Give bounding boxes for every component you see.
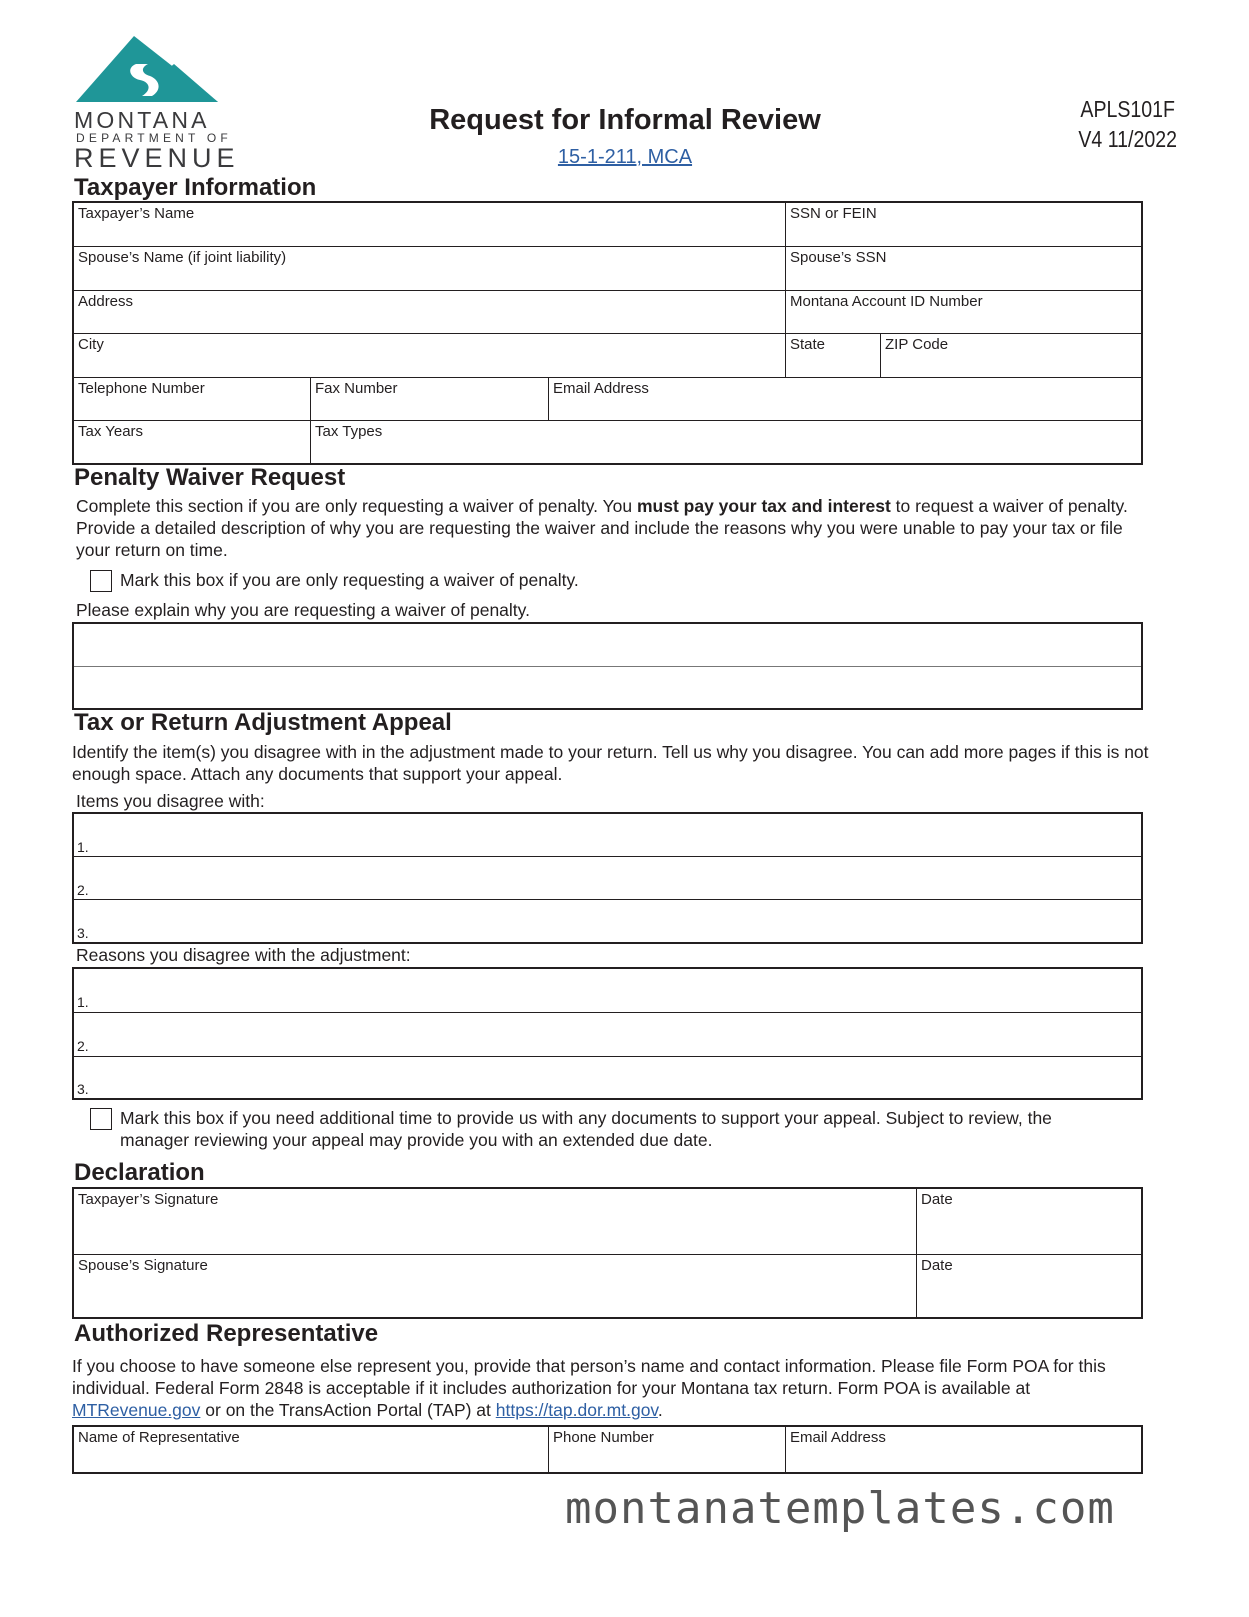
form-number: APLS101F <box>1080 96 1175 122</box>
city-field[interactable]: City <box>78 336 104 353</box>
appeal-intro: Identify the item(s) you disagree with in the adjustment made to your return. Tell us why you disagree. You can add more pages if this is not enough space. Attach any documents that support your appeal. <box>72 742 1149 784</box>
representative-phone-field[interactable]: Phone Number <box>553 1429 654 1446</box>
item-number-3: 3. <box>77 925 89 941</box>
penalty-only-checkbox[interactable] <box>90 570 112 592</box>
mtrevenue-link[interactable]: MTRevenue.gov <box>72 1400 201 1420</box>
spouse-ssn-field[interactable]: Spouse’s SSN <box>790 249 887 266</box>
reasons-label: Reasons you disagree with the adjustment: <box>76 945 411 965</box>
address-field[interactable]: Address <box>78 293 134 310</box>
fax-field[interactable]: Fax Number <box>315 380 398 397</box>
representative-intro <box>72 1355 1142 1421</box>
reason-number-2: 2. <box>77 1038 89 1054</box>
logo-text-montana: MONTANA <box>74 107 210 133</box>
taxpayer-date-field[interactable]: Date <box>921 1191 953 1208</box>
penalty-intro-text: Complete this section if you are only requesting a waiver of penalty. You <box>76 496 637 516</box>
reasons-box[interactable] <box>72 967 1143 1100</box>
watermark: montanatemplates.com <box>565 1483 1115 1534</box>
declaration-table <box>72 1187 1143 1319</box>
taxpayer-signature-field[interactable]: Taxpayer’s Signature <box>78 1191 219 1208</box>
taxpayer-info-heading: Taxpayer Information <box>74 174 317 201</box>
appeal-heading: Tax or Return Adjustment Appeal <box>74 709 452 736</box>
additional-time-checkbox[interactable] <box>90 1108 112 1130</box>
logo-text-department: DEPARTMENT OF <box>76 131 232 145</box>
penalty-explain-label: Please explain why you are requesting a waiver of penalty. <box>76 600 530 620</box>
penalty-waiver-heading: Penalty Waiver Request <box>74 464 346 491</box>
penalty-intro-text-2: to request a waiver of penalty. Provide a detailed description of why you are requesting the waiver and include the reasons why you were unable to pay your tax or file your return on time. <box>76 496 1128 560</box>
telephone-field[interactable]: Telephone Number <box>78 380 205 397</box>
penalty-checkbox-label: Mark this box if you are only requesting a waiver of penalty. <box>120 570 579 590</box>
page-title: Request for Informal Review <box>429 104 821 136</box>
tax-types-field[interactable]: Tax Types <box>315 423 383 440</box>
zip-field[interactable]: ZIP Code <box>885 336 949 353</box>
penalty-intro-bold: must pay your tax and interest <box>636 496 891 516</box>
spouse-signature-field[interactable]: Spouse’s Signature <box>78 1257 208 1274</box>
form-version: V4 11/2022 <box>1078 126 1177 152</box>
item-number-2: 2. <box>77 882 89 898</box>
representative-name-field[interactable]: Name of Representative <box>78 1429 240 1446</box>
montana-dor-logo <box>74 34 220 104</box>
additional-time-label: Mark this box if you need additional time to provide us with any documents to support your appeal. Subject to review, the manager reviewing your appeal may provide you with an extended due date. <box>120 1108 1052 1150</box>
account-id-field[interactable]: Montana Account ID Number <box>790 293 983 310</box>
items-box[interactable] <box>72 812 1143 944</box>
reason-number-1: 1. <box>77 994 89 1010</box>
representative-heading: Authorized Representative <box>74 1320 379 1347</box>
tap-portal-link[interactable]: https://tap.dor.mt.gov <box>495 1400 658 1420</box>
taxpayer-info-table <box>72 201 1143 465</box>
rep-intro-text: If you choose to have someone else represent you, provide that person’s name and contact information. Please file Form POA for this individual. Federal Form 2848 is acceptable if it includes authorization for your Montana tax return. Form POA is available at <box>72 1356 1106 1398</box>
representative-table <box>72 1425 1143 1474</box>
logo-text-revenue: REVENUE <box>74 143 240 173</box>
declaration-heading: Declaration <box>74 1159 205 1186</box>
penalty-intro <box>76 495 1146 561</box>
rep-intro-text-2: or on the TransAction Portal (TAP) at <box>200 1400 496 1420</box>
taxpayer-name-field[interactable]: Taxpayer’s Name <box>78 205 195 222</box>
items-label: Items you disagree with: <box>76 791 265 811</box>
spouse-name-field[interactable]: Spouse’s Name (if joint liability) <box>78 249 287 266</box>
statute-link[interactable]: 15-1-211, MCA <box>557 146 693 168</box>
rep-intro-text-3: . <box>657 1400 663 1420</box>
reason-number-3: 3. <box>77 1081 89 1097</box>
email-field[interactable]: Email Address <box>553 380 649 397</box>
tax-years-field[interactable]: Tax Years <box>78 423 144 440</box>
representative-email-field[interactable]: Email Address <box>790 1429 886 1446</box>
state-field[interactable]: State <box>790 336 826 353</box>
form-id <box>1078 94 1177 154</box>
spouse-date-field[interactable]: Date <box>921 1257 953 1274</box>
penalty-explain-box[interactable] <box>72 622 1143 710</box>
item-number-1: 1. <box>77 839 89 855</box>
ssn-fein-field[interactable]: SSN or FEIN <box>790 205 877 222</box>
